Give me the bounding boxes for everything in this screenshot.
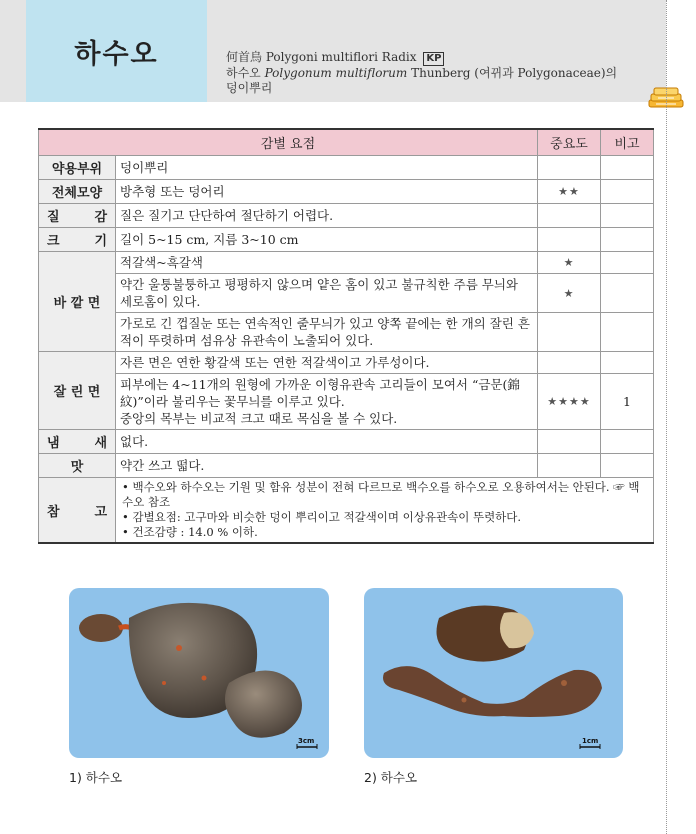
latin-line-1 [226,50,656,66]
table-row [39,156,654,180]
importance-stars: ★ [538,274,601,313]
importance-stars: ★ [538,252,601,274]
row-desc: 길이 5~15 cm, 지름 3~10 cm [116,228,538,252]
row-desc: 덩이뿌리 [116,156,538,180]
page-edge-guide [666,0,667,834]
importance-stars: ★★★★ [538,374,601,430]
row-label: 질 감 [39,204,116,228]
table-row [39,313,654,352]
header-note: 비고 [601,129,654,156]
herb-latin-name: 何首烏 Polygoni multiflori Radix [226,50,417,64]
importance-stars: ★★ [538,180,601,204]
row-desc: 피부에는 4~11개의 원형에 가까운 이형유관속 고리들이 모여서 “금문(錦紋)”이라 불리우는 꽃무늬를 이루고 있다. 중앙의 목부는 비교적 크고 때로 목심을 볼 수 있다. [116,374,538,430]
table-row [39,430,654,454]
root-specimen-illustration [364,588,623,758]
row-desc: 약간 울퉁불퉁하고 평평하지 않으며 얕은 홈이 있고 불규칙한 주름 무늬와 세로홈이 있다. [116,274,538,313]
specimen-photo-1 [69,588,329,758]
row-desc: 없다. [116,430,538,454]
page-title: 하수오 [74,38,159,70]
row-desc: 약간 쓰고 떫다. [116,454,538,478]
row-desc: 적갈색~흑갈색 [116,252,538,274]
plant-korean-name: 하수오 [226,66,265,80]
header-criteria: 감별 요점 [39,129,538,156]
scale-bar [578,736,604,750]
photo-caption-2: 2) 하수오 [364,770,418,785]
row-desc: 방추형 또는 덩어리 [116,180,538,204]
row-label: 약용부위 [39,156,116,180]
scale-bar-label: 3cm [298,737,315,745]
table-row [39,274,654,313]
specimen-photo-2 [364,588,623,758]
reference-notes [116,478,654,544]
scale-bar-label: 1cm [582,737,599,745]
row-label: 냄 새 [39,430,116,454]
kp-badge: KP [423,52,444,66]
title-box [26,0,207,102]
row-label: 잘 린 면 [39,352,116,430]
photo-caption-1: 1) 하수오 [69,770,123,785]
table-header-row [39,129,654,156]
row-desc: 질은 질기고 단단하여 절단하기 어렵다. [116,204,538,228]
row-label: 전체모양 [39,180,116,204]
species-name: Polygonum multiflorum [264,66,408,80]
list-item: • 백수오와 하수오는 기원 및 함유 성분이 전혀 다르므로 백수오를 하수오로 오용하여서는 안된다. ☞ 백수오 참조 [122,480,649,510]
root-specimen-illustration [69,588,329,758]
table-row [39,478,654,544]
identification-table [38,128,654,544]
row-label: 크 기 [39,228,116,252]
list-item: • 감별요점: 고구마와 비슷한 덩이 뿌리이고 적갈색이며 이상유관속이 뚜렷하다. [122,510,649,525]
table-row [39,228,654,252]
table-row [39,352,654,374]
scale-bar [295,736,321,750]
note-value: 1 [601,374,654,430]
row-label: 바 깥 면 [39,252,116,352]
family-name: Thunberg (여뀌과 Polygonaceae)의 [407,66,618,80]
latin-line-2 [226,66,656,81]
table-row [39,204,654,228]
scientific-name-block [226,50,656,96]
latin-line-3: 덩이뿌리 [226,81,273,95]
table-row [39,252,654,274]
table-row [39,454,654,478]
row-desc: 가로로 긴 껍질눈 또는 연속적인 줄무늬가 있고 양쪽 끝에는 한 개의 잘린 흔적이 뚜렷하며 섬유상 유관속이 노출되어 있다. [116,313,538,352]
row-label: 맛 [39,454,116,478]
row-desc: 자른 면은 연한 황갈색 또는 연한 적갈색이고 가루성이다. [116,352,538,374]
header-importance: 중요도 [538,129,601,156]
row-label: 참 고 [39,478,116,544]
table-row [39,374,654,430]
table-row [39,180,654,204]
list-item: • 건조감량 : 14.0 % 이하. [122,525,649,540]
